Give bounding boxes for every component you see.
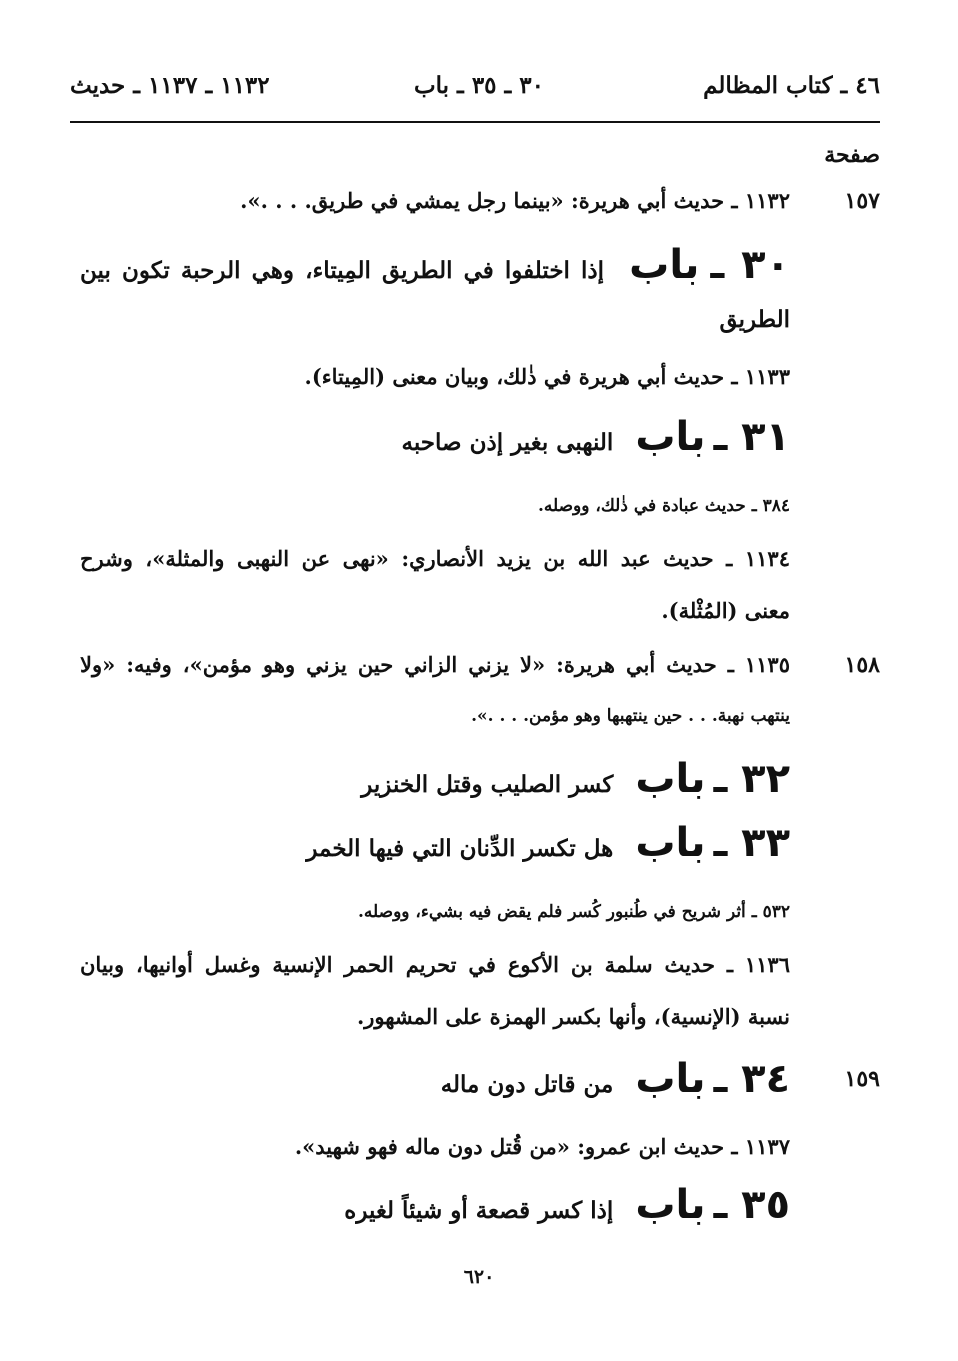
bab-31-number: ٣١ ـ — [713, 414, 790, 460]
bab-33-heading — [306, 820, 790, 866]
bab-33-title: هل تكسر الدِّنان التي فيها الخمر — [306, 835, 614, 862]
hadith-1135-line1: ١١٣٥ ـ حديث أبي هريرة: «لا يزني الزاني حين يزني وهو مؤمن»، وفيه: «ولا — [80, 652, 790, 677]
bab-31-title: النهبى بغير إذن صاحبه — [401, 429, 614, 456]
bab-30-heading — [80, 242, 790, 288]
hadith-1136-line1: ١١٣٦ ـ حديث سلمة بن الأكوع في تحريم الحمر الإنسية وغسل أوانيها، وبيان — [80, 952, 790, 977]
bab-30-title: إذا اختلفوا في الطريق المِيتاء، وهي الرحبة تكون بين — [80, 257, 605, 284]
bab-35-number: ٣٥ ـ — [713, 1182, 790, 1228]
bab-32-title: كسر الصليب وقتل الخنزير — [361, 771, 614, 798]
bab-35-word: باب — [635, 1182, 706, 1228]
header-chapter-range: ٣٠ ـ ٣٥ ـ باب — [413, 72, 545, 99]
hadith-1134-line2: معنى (المُثْلة). — [661, 598, 790, 623]
footer-page-number: ٦٢٠ — [463, 1266, 495, 1288]
header-book-title: ٤٦ ـ كتاب المظالم — [703, 72, 880, 99]
bab-34-number: ٣٤ ـ — [713, 1056, 790, 1102]
bab-30-word: باب — [629, 242, 700, 288]
hadith-1132: ١١٣٢ ـ حديث أبي هريرة: «بينما رجل يمشي في طريق. . . .». — [240, 188, 790, 213]
bab-30-title-cont: الطريق — [719, 306, 790, 333]
page-number-159: ١٥٩ — [844, 1066, 880, 1092]
hadith-1134-line1: ١١٣٤ ـ حديث عبد الله بن يزيد الأنصاري: «نهى عن النهبى والمثلة»، وشرح — [80, 546, 790, 571]
hadith-1137: ١١٣٧ ـ حديث ابن عمرو: «من قُتل دون ماله فهو شهيد». — [294, 1134, 790, 1159]
bab-33-number: ٣٣ ـ — [713, 820, 790, 866]
hadith-1135-line2: ينتهب نهبة. . . حين ينتهبها وهو مؤمن. . . .». — [471, 706, 790, 726]
hadith-1136-line2: نسبة (الإنسية)، وأنها بكسر الهمزة على المشهور. — [356, 1004, 790, 1029]
bab-31-heading — [402, 414, 790, 460]
bab-30-number: ٣٠ ـ — [710, 242, 790, 288]
page-column-label: صفحة — [824, 142, 880, 168]
page-number-158: ١٥٨ — [844, 652, 880, 678]
athar-532: ٥٣٢ ـ أثر شريح في طُنبور كُسر فلم يقض فيه بشيء، ووصله. — [357, 902, 790, 922]
page-number-157: ١٥٧ — [844, 188, 880, 214]
bab-32-heading — [361, 756, 790, 802]
bab-32-word: باب — [635, 756, 706, 802]
bab-32-number: ٣٢ ـ — [713, 756, 790, 802]
hadith-384: ٣٨٤ ـ حديث عبادة في ذٰلك، ووصله. — [537, 496, 790, 516]
bab-34-title: من قاتل دون ماله — [440, 1071, 614, 1098]
bab-34-heading — [441, 1056, 790, 1102]
hadith-1133: ١١٣٣ ـ حديث أبي هريرة في ذٰلك، وبيان معنى (المِيتاء). — [304, 364, 790, 389]
header-hadith-range: ١١٣٢ ـ ١١٣٧ ـ حديث — [70, 72, 270, 99]
bab-31-word: باب — [635, 414, 706, 460]
bab-35-title: إذا كسر قصعة أو شيئاً لغيره — [344, 1197, 614, 1224]
header-divider — [70, 121, 880, 123]
bab-33-word: باب — [635, 820, 706, 866]
bab-34-word: باب — [635, 1056, 706, 1102]
bab-35-heading — [344, 1182, 790, 1228]
